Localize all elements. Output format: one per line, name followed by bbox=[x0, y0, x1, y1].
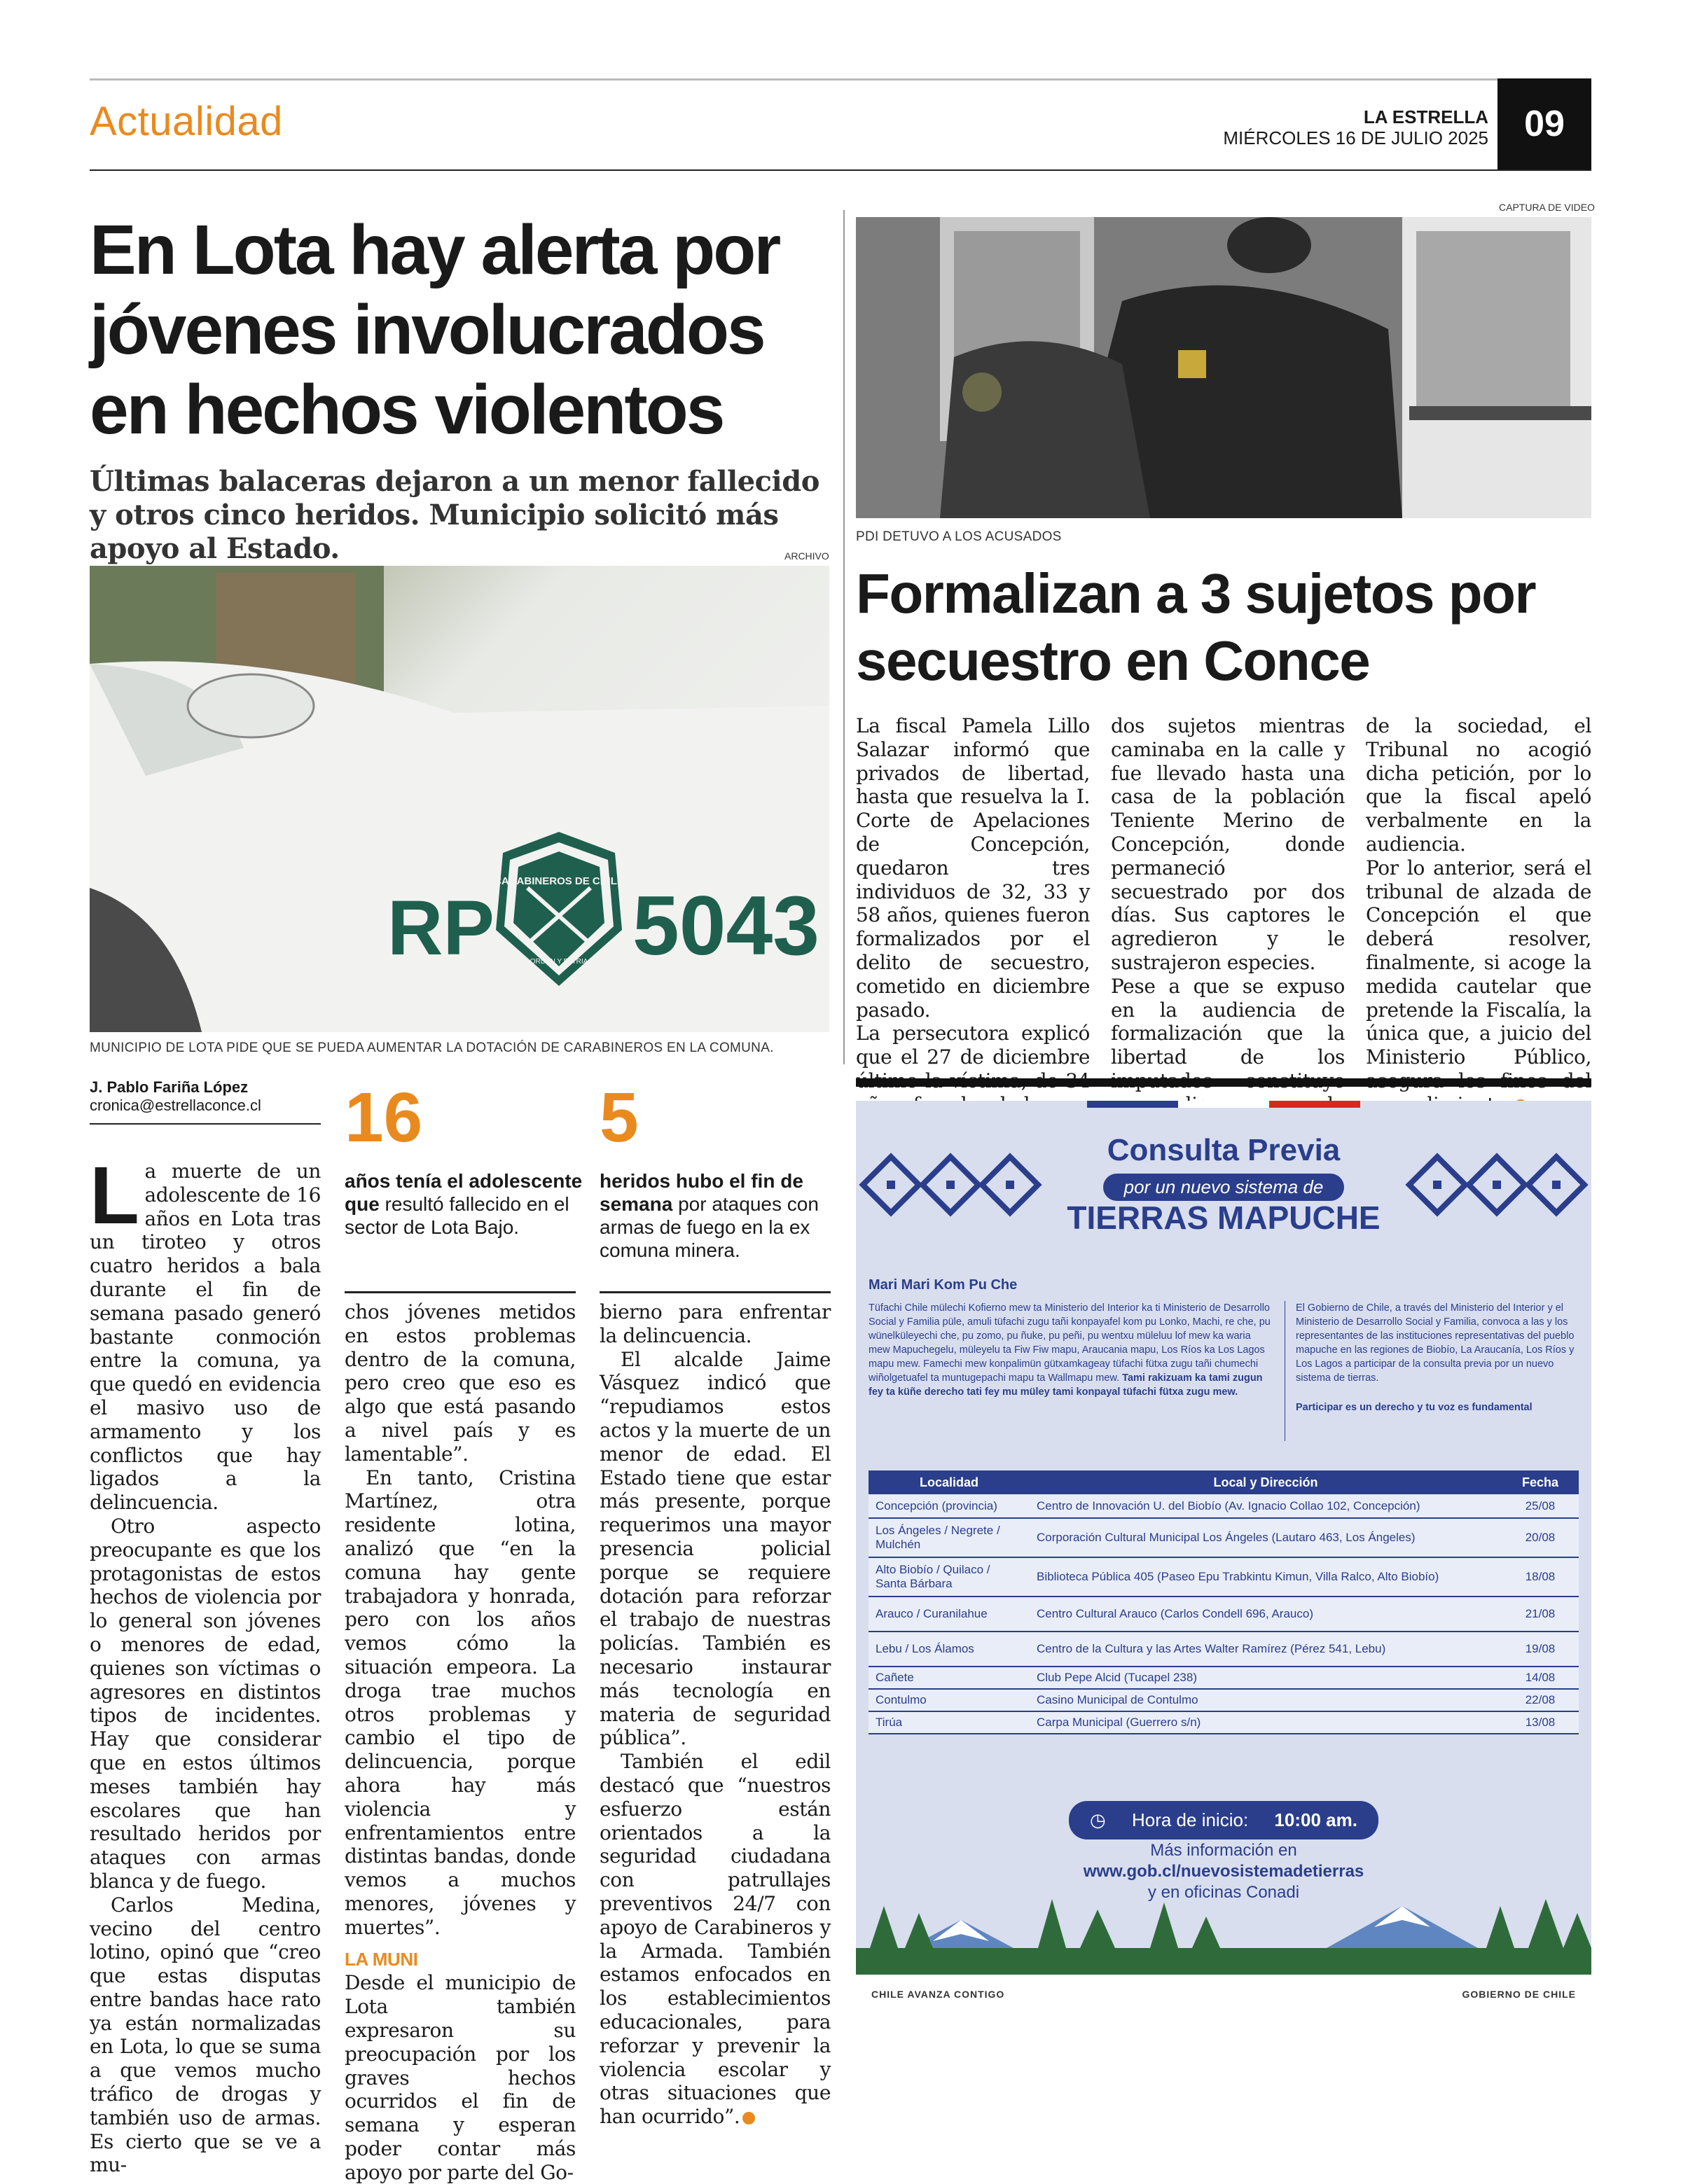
start-time-pill: ◷ Hora de inicio: 10:00 am. bbox=[1069, 1801, 1378, 1839]
paragraph: Desde el municipio de Lota también expresaron su preocupación por los graves hechos ocurridos el fin de semana y esperan poder contar más apoyo por parte del Go- bbox=[345, 1971, 576, 2184]
paragraph: bierno para enfrentar la delincuencia. bbox=[600, 1300, 831, 1347]
ad-pill bbox=[856, 1174, 1591, 1201]
car-plate-letters: RP bbox=[387, 885, 494, 971]
paragraph: También el edil destacó que “nuestros esfuerzo están orientados a la seguridad ciudadana con patrullajes preventivos 24/7 con apoyo de Carabineros y la Armada. También estamos enfocados en los establecimientos educacionales, para reforzar y prevenir la violencia escolar y otras situaciones que han ocurrido”. bbox=[600, 1750, 831, 2129]
header-bottom-rule bbox=[90, 169, 1591, 171]
ad-title: Consulta Previa bbox=[1107, 1133, 1341, 1167]
paragraph: dos sujetos mientras caminaba en la calle y fue llevado hasta una casa de la población Teniente Merino de Concepción, donde permaneció secuestrado por dos días. Sus captores le agredieron y le sustrajeron especies. bbox=[1111, 714, 1345, 974]
byline bbox=[90, 1078, 321, 1125]
table-row: Alto Biobío / Quilaco / Santa Bárbara Biblioteca Pública 405 (Paseo Epu Trabkintu Kimun, Villa Ralco, Alto Biobío) 18/08 bbox=[869, 1557, 1579, 1597]
author-email: cronica@estrellaconce.cl bbox=[90, 1097, 261, 1114]
author-name: J. Pablo Fariña López bbox=[90, 1078, 249, 1096]
table-row: Lebu / Los Álamos Centro de la Cultura y las Artes Walter Ramírez (Pérez 541, Lebu) 19/08 bbox=[869, 1632, 1579, 1667]
paragraph: La persecutora explicó que el 27 de diciembre bbox=[856, 1022, 1090, 1069]
header-top-rule bbox=[90, 78, 1591, 81]
story1-headline: En Lota hay alerta por jóvenes involucrados en hechos violentos bbox=[90, 211, 780, 449]
ad-paragraph-spanish: El Gobierno de Chile, a través del Ministerio del Interior y el Ministerio de Desarrollo Social y Familia, convoca a las y los representantes de las instituciones representativas del pueblo mapuche en las regiones de Biobío, La Araucanía, Los Ríos y Los Lagos a participar de la consulta previa por un nuevo sistema de tierras. Participar es un derecho y tu voz es fundamental bbox=[1296, 1301, 1583, 1414]
ad-bold-line: Participar es un derecho y tu voz es fundamental bbox=[1296, 1402, 1533, 1413]
badge-text: CARABINEROS DE CHILE bbox=[494, 875, 624, 887]
paragraph: En tanto, Cristina Martínez, otra residente lotina, analizó que “en la comuna hay gente trabajadora y honrada, pero con los años vemos cómo la situación empeora. La droga trae muchos otros problemas y cambio el tipo de delincuencia, porque ahora hay más violencia y enfrentamientos entre distintas bandas, donde vemos a muchos menores, jóvenes y muertes”. bbox=[345, 1466, 576, 1939]
column-header: Local y Dirección bbox=[1030, 1470, 1502, 1494]
ad-footer-right: GOBIERNO DE CHILE bbox=[1462, 1989, 1576, 2000]
story2-column-1 bbox=[856, 714, 1090, 1117]
paragraph: La muerte de un adolescente de 16 años en Lota tras un tiroteo y otros cuatro heridos a bala durante el fin de semana pasado generó bastante conmoción entre la comuna, ya que quedó en evidencia el masivo uso de armamento y los conflictos que hay ligados a la delincuencia. bbox=[90, 1150, 321, 1515]
car-plate-number: 5043 bbox=[632, 879, 819, 973]
story1-column-2 bbox=[345, 1291, 576, 2184]
table-row: Concepción (provincia) Centro de Innovación U. del Biobío (Av. Ignacio Collao 102, Concepción) 25/08 bbox=[869, 1494, 1579, 1518]
section-title: Actualidad bbox=[90, 99, 283, 144]
ad-pill-text: por un nuevo sistema de bbox=[1103, 1174, 1345, 1201]
ad-greeting: Mari Mari Kom Pu Che bbox=[869, 1277, 1018, 1293]
paragraph: Otro aspecto preocupante es que los protagonistas de estos hechos de violencia por lo general son jóvenes o menores de edad, quienes son víctimas o agresores en distintos tipos de incidentes. Hay que considerar que en estos últimos meses también hay escolares que han resultado heridos por ataques con armas blanca y de fuego. bbox=[90, 1514, 321, 1893]
story1-photo bbox=[90, 566, 829, 1032]
inline-subhead: LA MUNI bbox=[345, 1948, 418, 1970]
info-url: www.gob.cl/nuevosistemadetierras bbox=[1083, 1862, 1364, 1881]
table-row: Cañete Club Pepe Alcid (Tucapel 238) 14/08 bbox=[869, 1667, 1579, 1689]
table-row: Los Ángeles / Negrete / Mulchén Corporación Cultural Municipal Los Ángeles (Lautaro 463, Los Ángeles) 20/08 bbox=[869, 1518, 1579, 1557]
story2-photo-credit: CAPTURA DE VIDEO bbox=[1499, 202, 1595, 213]
start-time bbox=[856, 1801, 1591, 1839]
dropcap: L bbox=[90, 1150, 139, 1241]
schedule-table bbox=[869, 1470, 1579, 1734]
paragraph: Carlos Medina, vecino del centro lotino, opinó que “creo que estas disputas entre bandas hace rato ya están normalizadas en Lota, lo que se suma a que vemos mucho tráfico de drogas y también uso de armas. Es cierto que se ve a mu- bbox=[90, 1893, 321, 2177]
story1-column-1 bbox=[90, 1150, 321, 2177]
paragraph: El alcalde Jaime Vásquez indicó que “repudiamos estos actos y la muerte de un menor de edad. El Estado tiene que estar más presente, porque requerimos una mayor presencia policial porque se requiere dotación para reforzar el trabajo de nuestras policías. También es necesario instaurar más tecnología en materia de seguridad pública”. bbox=[600, 1347, 831, 1750]
column-divider bbox=[843, 210, 845, 1064]
advertisement bbox=[856, 1101, 1591, 2019]
badge-motto: ORDEN Y PATRIA bbox=[530, 958, 588, 966]
paper-date: MIÉRCOLES 16 DE JULIO 2025 bbox=[1223, 127, 1488, 148]
stat-text: heridos hubo el fin de semana por ataques con armas de fuego en la ex comuna minera. bbox=[600, 1170, 819, 1261]
police-car-illustration bbox=[90, 566, 829, 1032]
story1-column-3 bbox=[600, 1291, 831, 2129]
paragraph: Por lo anterior, será el tribunal de alzada de Concepción el que deberá resolver, finalmente, si acoge la medida cautelar que pretende la Fiscalía, la única que, a juicio del Ministerio Público, bbox=[1366, 856, 1591, 1117]
story2-column-3 bbox=[1366, 714, 1591, 1117]
story2-headline: Formalizan a 3 sujetos por secuestro en Conce bbox=[856, 562, 1536, 692]
story1-subhead: Últimas balaceras dejaron a un menor fallecido y otros cinco heridos. Municipio solicitó más apoyo al Estado. bbox=[90, 465, 819, 565]
ad-paragraph-mapudungun: Tüfachi Chile mülechi Kofierno mew ta Ministerio del Interior ka ti Ministerio de Desarrollo Social y Familia püle, amuli tüfachi zugu tañi konpayafel kom pu Lonko, Machi, re che, pu wünelküleyechi che, pu zomo, pu ñuke, pu peñi, pu wentxu müleluu lof mew ka waria mew Mapuchegelu, müleyelu ta Fiw Fiw mapu, Araucania mapu, Los Ríos ka Los Lagos mapu mew. Famechi mew konpalimün gütxamkageay tüfachi fütxa zugu tañi chumechi wiñolgetuafel ta muntugepachi mapu ta Wallmapu mew. Tami rakizuam ka tami zugun fey ta küñe derecho tati fey mu müley tami konpayal tüfachi fütxa zugu mew. bbox=[869, 1302, 1271, 1398]
column-header: Localidad bbox=[869, 1470, 1030, 1494]
stat-number: 16 bbox=[345, 1078, 423, 1157]
end-mark-icon bbox=[742, 2112, 755, 2124]
section-rule bbox=[856, 1078, 1591, 1087]
paragraph: La fiscal Pamela Lillo Salazar informó que privados de libertad, hasta que resuelva la I. Corte de Apelaciones de Concepción, quedaron tres individuos de 32, 33 y 58 años, quienes fueron formalizados por el delito de secuestro, cometido en diciembre pasado. bbox=[856, 714, 1090, 1022]
table-row: Arauco / Curanilahue Centro Cultural Arauco (Carlos Condell 696, Arauco) 21/08 bbox=[869, 1597, 1579, 1632]
mountains-forest-illustration bbox=[856, 1878, 1591, 1976]
story2-column-2 bbox=[1111, 714, 1345, 1140]
ad-footer bbox=[856, 1975, 1591, 2019]
divider bbox=[600, 1291, 831, 1293]
table-row: Contulmo Casino Municipal de Contulmo 22/08 bbox=[869, 1689, 1579, 1711]
ad-bold-line: Tami rakizuam ka tami zugun fey ta küñe derecho tati fey mu müley tami konpayal tüfachi fütxa zugu mew. bbox=[869, 1372, 1263, 1398]
stat-box-wounded bbox=[600, 1078, 838, 1262]
divider bbox=[345, 1291, 576, 1293]
paragraph: de la sociedad, el Tribunal no acogió dicha petición, por lo que la fiscal apeló verbalmente en la audiencia. bbox=[1366, 714, 1591, 856]
page-number: 09 bbox=[1497, 78, 1591, 169]
table-header-row bbox=[869, 1470, 1579, 1494]
paper-name: LA ESTRELLA bbox=[1363, 106, 1488, 127]
paragraph: chos jóvenes metidos en estos problemas dentro de la comuna, pero creo que eso es algo que está pasando a nivel país y es lamentable”. bbox=[345, 1300, 576, 1466]
stat-box-age bbox=[345, 1078, 583, 1239]
ad-title-2: TIERRAS MAPUCHE bbox=[1067, 1199, 1381, 1236]
police-raid-illustration bbox=[856, 217, 1591, 518]
paragraph: Pese a que se expuso en la audiencia de formalización que la libertad de los bbox=[1111, 974, 1345, 1069]
more-info: Más información en www.gob.cl/nuevosistemadetierras y en oficinas Conadi bbox=[1083, 1841, 1364, 1902]
column-header: Fecha bbox=[1502, 1470, 1579, 1494]
story2-photo bbox=[856, 217, 1591, 518]
story1-caption: MUNICIPIO DE LOTA PIDE QUE SE PUEDA AUMENTAR LA DOTACIÓN DE CARABINEROS EN LA COMUNA. bbox=[90, 1041, 774, 1055]
table-row: Tirúa Carpa Municipal (Guerrero s/n) 13/08 bbox=[869, 1711, 1579, 1734]
masthead bbox=[1223, 106, 1488, 148]
stat-text: años tenía el adolescente que resultó fallecido en el sector de Lota Bajo. bbox=[345, 1170, 583, 1238]
ad-footer-left: CHILE AVANZA CONTIGO bbox=[871, 1989, 1005, 2000]
stat-number: 5 bbox=[600, 1078, 639, 1157]
story1-photo-credit: ARCHIVO bbox=[784, 550, 829, 562]
flag-stripe bbox=[1087, 1101, 1360, 1108]
story2-caption: PDI DETUVO A LOS ACUSADOS bbox=[856, 529, 1062, 544]
